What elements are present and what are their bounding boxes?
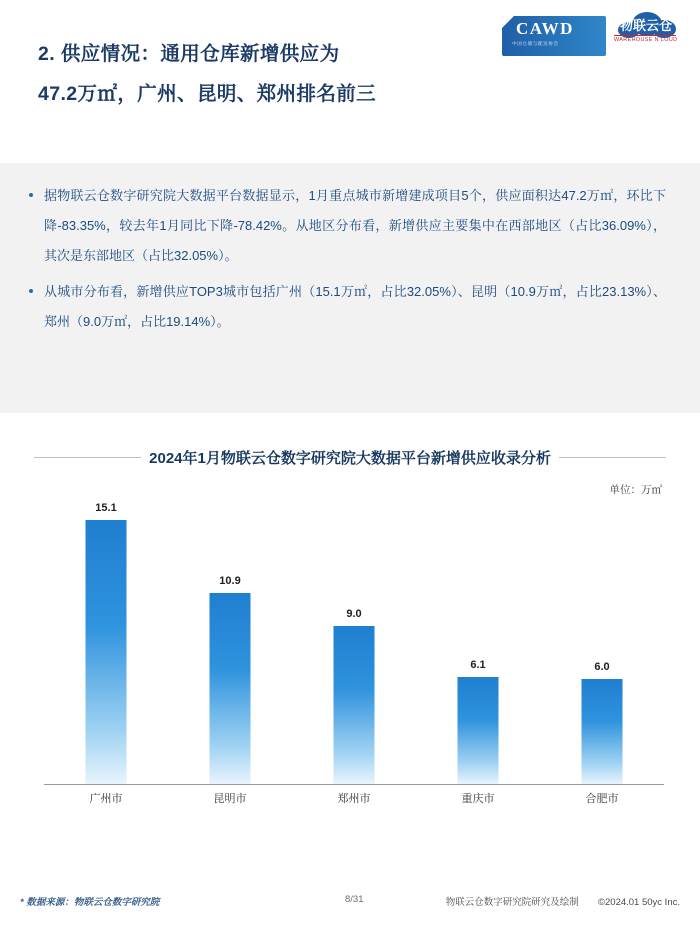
bar-value-label: 6.0 [594, 661, 610, 673]
page-title [38, 34, 508, 114]
cloud-logo-en-name: WAREHOUSE N LOUD [614, 37, 678, 43]
corner-fold-icon [502, 16, 514, 28]
x-axis-label: 合肥市 [585, 793, 619, 805]
chart-title-rule-left [34, 457, 141, 458]
bar-column [540, 495, 664, 784]
x-axis-line [44, 784, 664, 785]
page-title-line-1: 2. 供应情况：通用仓库新增供应为 [38, 43, 340, 65]
bar-column [292, 495, 416, 784]
chart-title-rule-right [559, 457, 666, 458]
bar-value-label: 10.9 [219, 575, 241, 587]
cawd-logo-subtitle: 中国仓储与配送协会 [512, 41, 559, 46]
bullet-text: 据物联云仓数字研究院大数据平台数据显示，1月重点城市新增建成项目5个，供应面积达47.2万㎡，环比下降-83.35%，较去年1月同比下降-78.42%。从地区分布看，新增供应主要集中在西部地区（占比36.09%），其次是东部地区（占比32.05%）。 [44, 188, 666, 263]
bar-guangzhou[interactable] [86, 520, 127, 784]
chart-block [0, 420, 700, 870]
source-note: * 数据来源：物联云仓数字研究院 [20, 897, 160, 908]
bar-value-label: 6.1 [470, 659, 486, 671]
page-title-line-2: 47.2万㎡，广州、昆明、郑州排名前三 [38, 83, 377, 105]
chart-title: 2024年1月物联云仓数字研究院大数据平台新增供应收录分析 [149, 449, 551, 467]
bullet-item [26, 277, 666, 337]
page-number: 8/31 [345, 894, 364, 905]
cawd-logo-text: CAWD [516, 19, 574, 38]
bar-kunming[interactable] [210, 593, 251, 784]
chart-plot-area [44, 495, 664, 785]
bullet-dot-icon [29, 289, 33, 293]
slide-footer [0, 875, 700, 933]
bar-zhengzhou[interactable] [334, 626, 375, 784]
bullet-item [26, 181, 666, 271]
chart-unit-label: 单位：万㎡ [609, 484, 662, 496]
cawd-logo [502, 16, 606, 56]
slide-header [0, 0, 700, 150]
chart-title-row [34, 442, 666, 472]
bar-column [168, 495, 292, 784]
bullet-dot-icon [29, 193, 33, 197]
bar-chongqing[interactable] [458, 677, 499, 784]
cloud-logo-cn-name: 物联云仓 [620, 18, 673, 33]
x-axis-label: 广州市 [89, 793, 123, 805]
footer-credit [446, 894, 680, 908]
credit-text: 物联云仓数字研究院研究及绘制 [445, 897, 579, 908]
x-axis-labels [44, 790, 664, 812]
bar-hefei[interactable] [582, 679, 623, 784]
bullet-text: 从城市分布看，新增供应TOP3城市包括广州（15.1万㎡，占比32.05%）、昆明（10.9万㎡，占比23.13%）、郑州（9.0万㎡，占比19.14%）。 [44, 284, 666, 329]
bar-value-label: 9.0 [346, 608, 362, 620]
summary-panel [0, 163, 700, 413]
wuliang-cloud-logo [614, 10, 680, 62]
x-axis-label: 郑州市 [337, 793, 371, 805]
x-axis-label: 昆明市 [213, 793, 247, 805]
bar-value-label: 15.1 [95, 502, 117, 514]
bar-column [416, 495, 540, 784]
logo-area [502, 10, 682, 68]
copyright-text: ©2024.01 50yc Inc. [598, 897, 680, 908]
bar-column [44, 495, 168, 784]
x-axis-label: 重庆市 [461, 793, 495, 805]
